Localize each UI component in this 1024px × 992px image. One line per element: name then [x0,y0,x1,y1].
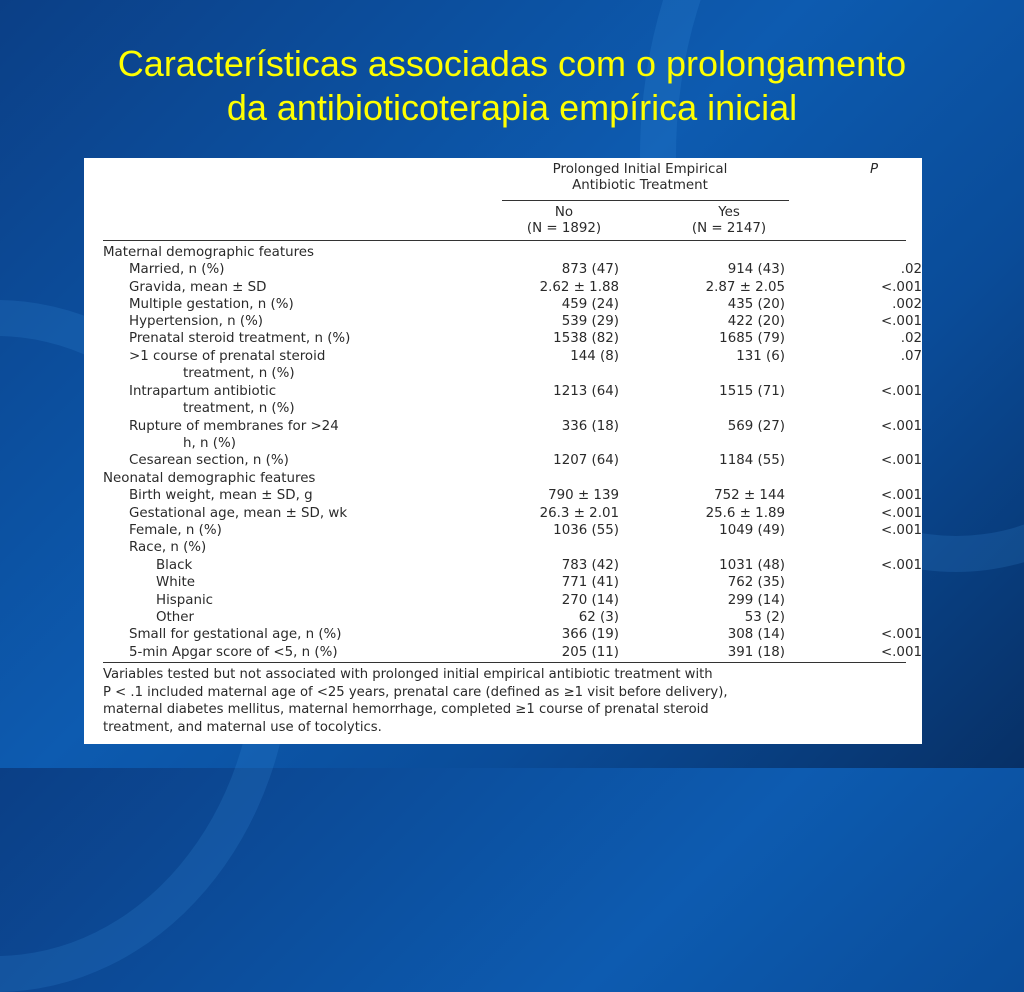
row-label: Black [156,558,193,573]
table-row [103,592,906,609]
row-label: Cesarean section, n (%) [129,453,289,468]
p-value: <.001 [880,453,922,468]
row-label: treatment, n (%) [183,366,295,381]
no-column-label: No [554,205,574,220]
yes-value: 752 ± 144 [714,488,785,503]
no-value: 783 (42) [561,558,619,573]
row-label: Hispanic [156,593,214,608]
yes-column-label: Yes [718,205,740,220]
p-value: <.001 [880,419,922,434]
row-label: Race, n (%) [129,540,207,555]
slide-title [30,42,994,130]
table-row [103,626,922,643]
table-row [103,644,922,661]
yes-value: 1049 (49) [719,523,785,538]
yes-value: 422 (20) [727,314,785,329]
p-value: <.001 [880,627,922,642]
yes-column-header [669,205,789,237]
table-row [103,487,922,504]
table-row [103,348,922,365]
footnote-line: P < .1 included maternal age of <25 years, prenatal care (defined as ≥1 visit before delivery), [103,684,728,700]
no-value: 205 (11) [561,645,619,660]
column-group-header-line-1: Prolonged Initial Empirical [552,162,728,177]
p-value: .002 [892,297,922,312]
table-row [103,330,922,347]
row-label: Prenatal steroid treatment, n (%) [129,331,351,346]
table-bottom-rule [103,662,906,663]
yes-value: 308 (14) [727,627,785,642]
no-value: 1207 (64) [553,453,619,468]
table-row [103,522,922,539]
table-row [103,418,922,435]
data-table [84,158,922,744]
row-label: Hypertension, n (%) [129,314,264,329]
table-row [103,452,922,469]
yes-value: 1685 (79) [719,331,785,346]
header-bottom-rule [103,240,906,241]
yes-value: 2.87 ± 2.05 [705,280,785,295]
table-row [103,505,922,522]
no-value: 459 (24) [561,297,619,312]
no-value: 1213 (64) [553,384,619,399]
p-value: <.001 [880,645,922,660]
yes-value: 299 (14) [727,593,785,608]
row-label: Birth weight, mean ± SD, g [129,488,313,503]
no-value: 1538 (82) [553,331,619,346]
yes-value: 1184 (55) [719,453,785,468]
row-label: >1 course of prenatal steroid [129,349,326,364]
table-row [103,435,906,452]
yes-value: 391 (18) [727,645,785,660]
no-value: 873 (47) [561,262,619,277]
slide-title-line-1: Características associadas com o prolongamento [117,43,907,84]
row-label: White [156,575,195,590]
p-value: <.001 [880,384,922,399]
column-group-header-line-2: Antibiotic Treatment [572,178,708,193]
table-row [103,470,906,487]
table-footnote [103,666,908,736]
yes-value: 569 (27) [727,419,785,434]
no-value: 2.62 ± 1.88 [539,280,619,295]
row-label: treatment, n (%) [183,401,295,416]
yes-value: 435 (20) [727,297,785,312]
group-header-rule [502,200,789,201]
row-label: Multiple gestation, n (%) [129,297,294,312]
yes-value: 53 (2) [744,610,785,625]
no-value: 790 ± 139 [548,488,619,503]
p-value: <.001 [880,506,922,521]
table-row [103,296,922,313]
no-column-header [504,205,624,237]
row-label: Rupture of membranes for >24 [129,419,339,434]
p-value: <.001 [880,558,922,573]
row-label: Maternal demographic features [103,245,315,260]
row-label: Gestational age, mean ± SD, wk [129,506,348,521]
p-value: .07 [900,349,922,364]
no-value: 336 (18) [561,419,619,434]
p-value: <.001 [880,314,922,329]
no-value: 1036 (55) [553,523,619,538]
yes-column-count: (N = 2147) [691,221,767,236]
row-label: Gravida, mean ± SD [129,280,267,295]
p-value: .02 [900,331,922,346]
row-label: Other [156,610,195,625]
slide-title-line-2: da antibioticoterapia empírica inicial [226,87,798,128]
yes-value: 131 (6) [736,349,785,364]
table-row [103,279,922,296]
footnote-line: maternal diabetes mellitus, maternal hemorrhage, completed ≥1 course of prenatal steroid [103,702,709,717]
row-label: h, n (%) [183,436,236,451]
yes-value: 914 (43) [727,262,785,277]
no-value: 366 (19) [561,627,619,642]
no-column-count: (N = 1892) [526,221,602,236]
no-value: 270 (14) [561,593,619,608]
yes-value: 1031 (48) [719,558,785,573]
table-row [103,261,922,278]
row-label: 5-min Apgar score of <5, n (%) [129,645,338,660]
no-value: 539 (29) [561,314,619,329]
no-value: 144 (8) [570,349,619,364]
footnote-line: Variables tested but not associated with prolonged initial empirical antibiotic treatment with [103,667,713,682]
yes-value: 25.6 ± 1.89 [705,506,785,521]
table-row [103,383,922,400]
no-value: 26.3 ± 2.01 [539,506,619,521]
table-row [103,557,922,574]
row-label: Intrapartum antibiotic [129,384,277,399]
p-value: .02 [900,262,922,277]
yes-value: 762 (35) [727,575,785,590]
table-row [103,609,906,626]
table-row [103,539,906,556]
p-value-header: P [869,162,879,177]
table-row [103,365,906,382]
row-label: Neonatal demographic features [103,471,316,486]
column-group-header [490,162,790,194]
yes-value: 1515 (71) [719,384,785,399]
table-row [103,244,906,261]
footnote-line: treatment, and maternal use of tocolytics. [103,719,382,735]
row-label: Married, n (%) [129,262,225,277]
row-label: Small for gestational age, n (%) [129,627,342,642]
p-value: <.001 [880,488,922,503]
table-row [103,313,922,330]
p-value: <.001 [880,280,922,295]
table-row [103,400,906,417]
no-value: 62 (3) [578,610,619,625]
table-row [103,574,906,591]
p-value: <.001 [880,523,922,538]
row-label: Female, n (%) [129,523,222,538]
no-value: 771 (41) [561,575,619,590]
